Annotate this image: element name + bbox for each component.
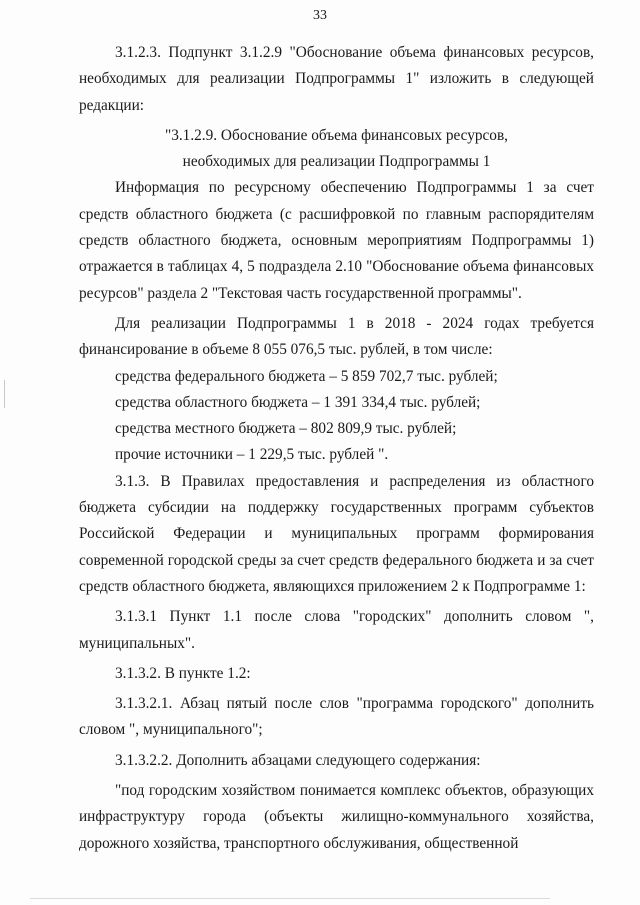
section-heading-line-1: "3.1.2.9. Обоснование объема финансовых ресурсов, <box>164 126 509 144</box>
paragraph-3-1-3-2: 3.1.3.2. В пункте 1.2: <box>115 664 251 682</box>
section-heading-line-2: необходимых для реализации Подпрограммы 1 <box>182 153 491 171</box>
scan-artifact-line <box>30 898 550 899</box>
paragraph-3-1-3-1: 3.1.3.1 Пункт 1.1 после слова "городских" дополнить словом ", муниципальных". <box>79 608 594 652</box>
list-item-local-budget: средства местного бюджета – 802 809,9 тыс. рублей; <box>115 420 457 438</box>
scan-artifact-mark <box>4 380 5 408</box>
paragraph-urban-economy-definition: "под городским хозяйством понимается комплекс объектов, образующих инфраструктуру города (объекты жилищно-коммунального хозяйства, дорожного хозяйства, транспортного обслуживания, общественной <box>79 782 594 852</box>
list-item-federal-budget: средства федерального бюджета – 5 859 702,7 тыс. рублей; <box>115 367 498 385</box>
paragraph-resource-info: Информация по ресурсному обеспечению Подпрограммы 1 за счет средств областного бюджета (с расшифровкой по главным распорядителям средств областного бюджета, основным мероприятиям Подпрограммы 1) отражается в таблицах 4, 5 подраздела 2.10 "Обоснование объема финансовых ресурсов" раздела 2 "Текстовая часть государственной программы". <box>79 179 594 302</box>
page-number: 33 <box>313 8 327 23</box>
paragraph-3-1-3: 3.1.3. В Правилах предоставления и распределения из областного бюджета субсидии на поддержку государственных программ субъектов Российской Федерации и муниципальных программ формирования современной городской среды за счет средств федерального бюджета и за счет средств областного бюджета, являющихся приложением 2 к Подпрограмме 1: <box>79 472 594 595</box>
list-item-other-sources: прочие источники – 1 229,5 тыс. рублей ". <box>115 446 389 464</box>
paragraph-financing-total: Для реализации Подпрограммы 1 в 2018 - 2024 годах требуется финансирование в объеме 8 055 076,5 тыс. рублей, в том числе: <box>79 314 594 359</box>
paragraph-3-1-3-2-1: 3.1.3.2.1. Абзац пятый после слов "программа городского" дополнить словом ", муниципального"; <box>79 695 594 739</box>
paragraph-3-1-3-2-2: 3.1.3.2.2. Дополнить абзацами следующего содержания: <box>115 751 481 769</box>
document-body <box>79 40 594 857</box>
paragraph-3-1-2-3: 3.1.2.3. Подпункт 3.1.2.9 "Обоснование объема финансовых ресурсов, необходимых для реализации Подпрограммы 1" изложить в следующей редакции: <box>79 44 594 114</box>
list-item-regional-budget: средства областного бюджета – 1 391 334,4 тыс. рублей; <box>115 393 481 411</box>
